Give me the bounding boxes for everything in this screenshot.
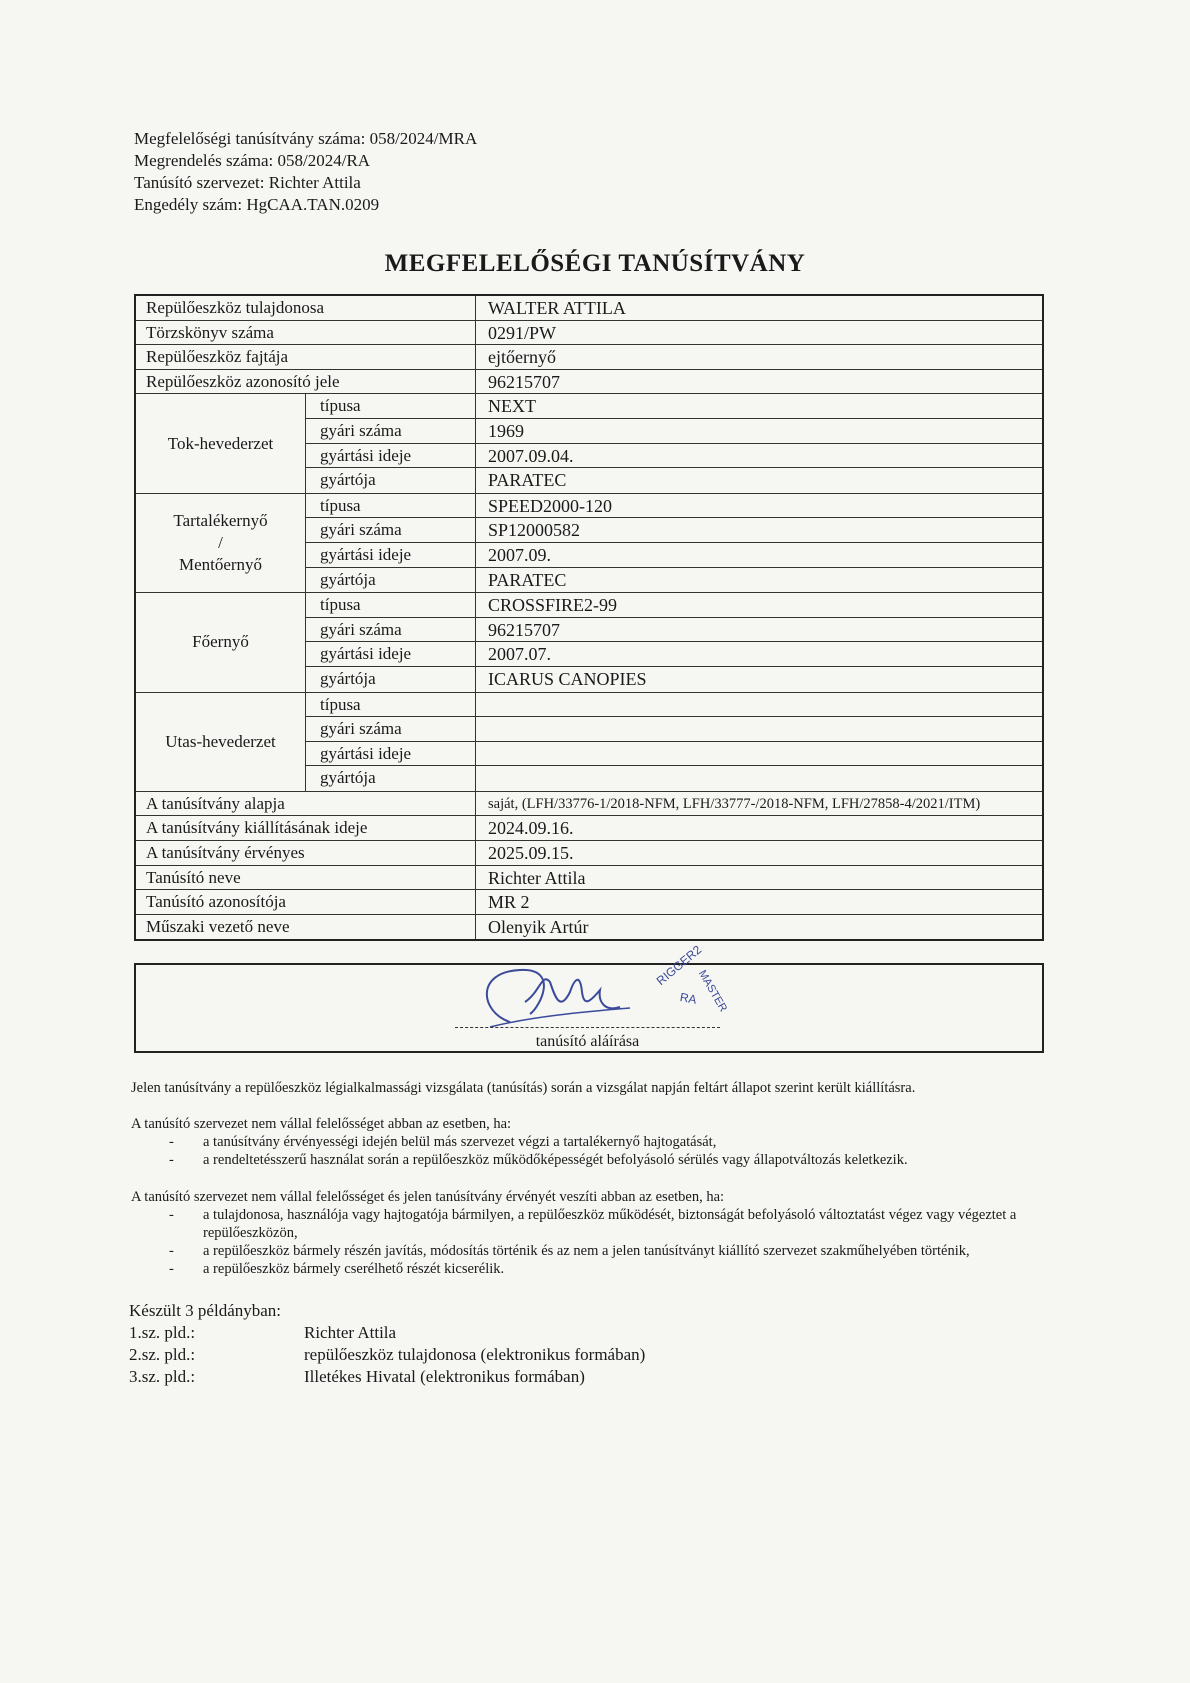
row-value: 96215707	[488, 371, 560, 392]
table-row	[306, 543, 1042, 568]
table-row	[136, 866, 1042, 891]
row-value: ejtőernyő	[488, 347, 556, 368]
table-row	[136, 915, 1042, 940]
table-row	[306, 494, 1042, 519]
row-value: Olenyik Artúr	[488, 916, 589, 937]
group-name	[136, 693, 306, 791]
table-row	[136, 345, 1042, 370]
table-row	[136, 321, 1042, 346]
table-row	[136, 296, 1042, 321]
copies-section	[129, 1300, 645, 1388]
table-row	[306, 394, 1042, 419]
svg-text:MASTER: MASTER	[695, 968, 730, 1015]
row-value: 0291/PW	[488, 322, 557, 343]
list-item: - a repülőeszköz bármely cserélhető részét kicserélik.	[131, 1260, 1061, 1278]
svg-text:RIGGER2: RIGGER2	[653, 942, 705, 989]
row-label: típusa	[306, 593, 476, 617]
row-label: Műszaki vezető neve	[136, 915, 476, 940]
list-item: - a tulajdonosa, használója vagy hajtogatója bármilyen, a repülőeszköz működését, biztonságát befolyásoló változtatást végez vagy végeztet a repülőeszközön,	[131, 1206, 1061, 1242]
row-label: gyártója	[306, 766, 476, 791]
row-value: MR 2	[488, 892, 530, 913]
document-title: MEGFELELŐSÉGI TANÚSÍTVÁNY	[384, 250, 806, 277]
signature-label: tanúsító aláírása	[535, 1033, 640, 1050]
row-label: gyári száma	[306, 717, 476, 741]
table-row	[136, 792, 1042, 817]
row-value: NEXT	[488, 396, 536, 417]
row-label: Repülőeszköz fajtája	[136, 345, 476, 369]
row-value: SPEED2000-120	[488, 495, 613, 516]
group-name-line: Utas-hevederzet	[165, 731, 276, 751]
row-value: saját, (LFH/33776-1/2018-NFM, LFH/33777-/2018-NFM, LFH/27858-4/2021/ITM)	[488, 795, 981, 812]
copy-number: 2.sz. pld.:	[129, 1345, 196, 1364]
group-name	[136, 593, 306, 691]
row-value: 2007.09.04.	[488, 445, 574, 466]
component-group-main-canopy	[136, 593, 1042, 692]
group-name-line: Főernyő	[192, 632, 249, 652]
liability-intro: A tanúsító szervezet nem vállal felelősséget abban az esetben, ha:	[131, 1116, 512, 1132]
liability-exclusions-1	[131, 1115, 1061, 1169]
copies-title: Készült 3 példányban:	[129, 1301, 282, 1320]
row-label: gyártási ideje	[306, 543, 476, 567]
table-row	[306, 642, 1042, 667]
table-row	[306, 693, 1042, 718]
row-label: Tanúsító neve	[136, 866, 476, 890]
row-label: A tanúsítvány alapja	[136, 792, 476, 816]
liability-exclusions-2	[131, 1188, 1061, 1278]
table-row	[306, 766, 1042, 791]
copy-recipient: repülőeszköz tulajdonosa (elektronikus formában)	[304, 1345, 646, 1364]
row-label: gyári száma	[306, 618, 476, 642]
row-label: Repülőeszköz azonosító jele	[136, 370, 476, 394]
copy-recipient: Illetékes Hivatal (elektronikus formában)	[304, 1367, 585, 1386]
row-value: SP12000582	[488, 520, 581, 541]
group-name-line: Tok-hevederzet	[167, 433, 274, 453]
row-label: gyártási ideje	[306, 642, 476, 666]
validity-note: Jelen tanúsítvány a repülőeszköz légialkalmassági vizsgálata (tanúsítás) során a vizsgálat napján feltárt állapot szerint került kiállításra.	[131, 1080, 916, 1096]
row-label: Repülőeszköz tulajdonosa	[136, 296, 476, 320]
list-item	[129, 1344, 645, 1366]
table-row	[136, 816, 1042, 841]
row-value: Richter Attila	[488, 867, 586, 888]
row-value: 2025.09.15.	[488, 843, 574, 864]
row-value: PARATEC	[488, 569, 567, 590]
row-label: A tanúsítvány érvényes	[136, 841, 476, 865]
component-group-harness	[136, 394, 1042, 493]
row-label: gyártója	[306, 667, 476, 692]
list-item: - a tanúsítvány érvényességi idején belül más szervezet végzi a tartalékernyő hajtogatását,	[131, 1133, 1061, 1151]
group-name	[136, 494, 306, 592]
table-row	[306, 419, 1042, 444]
group-name-line: /	[218, 532, 223, 552]
row-value: 96215707	[488, 619, 560, 640]
table-row	[136, 890, 1042, 915]
row-label: típusa	[306, 394, 476, 418]
row-value: PARATEC	[488, 470, 567, 491]
certificate-header	[134, 128, 477, 216]
row-label: Tanúsító azonosítója	[136, 890, 476, 914]
row-value: CROSSFIRE2-99	[488, 595, 618, 616]
master-rigger-stamp-icon	[650, 942, 730, 1026]
group-name	[136, 394, 306, 492]
row-value: 2007.07.	[488, 644, 551, 665]
row-label: gyári száma	[306, 419, 476, 443]
row-label: gyártója	[306, 468, 476, 493]
liability-intro: A tanúsító szervezet nem vállal felelősséget és jelen tanúsítvány érvényét veszíti abban az esetben, ha:	[131, 1189, 725, 1205]
table-row	[306, 568, 1042, 593]
row-label: Törzskönyv száma	[136, 321, 476, 345]
table-row	[306, 468, 1042, 493]
row-value	[476, 693, 1042, 717]
certifying-organization: Tanúsító szervezet: Richter Attila	[134, 173, 361, 192]
table-row	[306, 618, 1042, 643]
table-row	[306, 667, 1042, 692]
table-row	[306, 593, 1042, 618]
table-row	[136, 370, 1042, 395]
row-value	[476, 742, 1042, 766]
license-number: Engedély szám: HgCAA.TAN.0209	[134, 195, 380, 214]
row-label: gyártója	[306, 568, 476, 593]
list-item: - a rendeltetésszerű használat során a repülőeszköz működőképességét befolyásoló sérülés vagy állapotváltozás keletkezik.	[131, 1151, 1061, 1169]
table-row	[306, 717, 1042, 742]
list-item: - a repülőeszköz bármely részén javítás, módosítás történik és az nem a jelen tanúsítványt kiállító szervezet szakműhelyében történik,	[131, 1242, 1061, 1260]
row-value	[476, 717, 1042, 741]
row-label: A tanúsítvány kiállításának ideje	[136, 816, 476, 840]
list-item	[129, 1366, 645, 1388]
row-value: ICARUS CANOPIES	[488, 668, 647, 689]
group-name-line: Mentőernyő	[178, 554, 263, 574]
component-group-reserve	[136, 494, 1042, 593]
certificate-table	[134, 294, 1044, 941]
group-name-line: Tartalékernyő	[173, 510, 268, 530]
table-row	[306, 518, 1042, 543]
row-value: 1969	[488, 420, 524, 441]
row-label: gyári száma	[306, 518, 476, 542]
row-label: gyártási ideje	[306, 444, 476, 468]
copy-number: 1.sz. pld.:	[129, 1323, 196, 1342]
row-label: típusa	[306, 494, 476, 518]
copy-recipient: Richter Attila	[304, 1323, 397, 1342]
component-group-passenger-harness	[136, 693, 1042, 792]
order-number: Megrendelés száma: 058/2024/RA	[134, 151, 371, 170]
row-label: típusa	[306, 693, 476, 717]
svg-text:RA: RA	[678, 990, 698, 1007]
row-label: gyártási ideje	[306, 742, 476, 766]
copy-number: 3.sz. pld.:	[129, 1367, 196, 1386]
table-row	[306, 444, 1042, 469]
row-value: 2007.09.	[488, 544, 551, 565]
table-row	[136, 841, 1042, 866]
row-value: 2024.09.16.	[488, 818, 574, 839]
certificate-number: Megfelelőségi tanúsítvány száma: 058/2024/MRA	[134, 129, 478, 148]
signature-line	[455, 1027, 720, 1028]
list-item	[129, 1322, 645, 1344]
row-value: WALTER ATTILA	[488, 298, 626, 318]
row-value	[476, 766, 1042, 791]
table-row	[306, 742, 1042, 767]
